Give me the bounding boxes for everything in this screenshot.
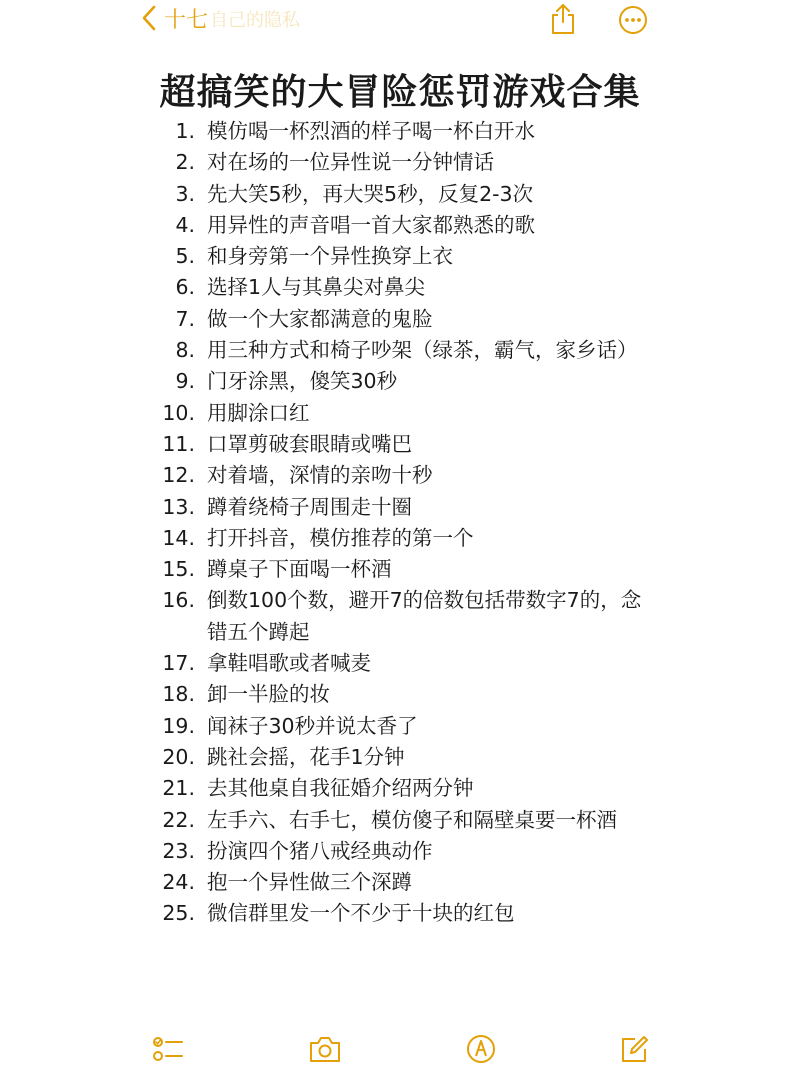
camera-icon[interactable]: [308, 1034, 342, 1064]
item-text: 微信群里发一个不少于十块的红包: [207, 901, 515, 926]
bottom-toolbar: [0, 1030, 800, 1067]
list-item: [0, 679, 800, 710]
item-number: 10.: [162, 400, 195, 425]
item-number: 4.: [175, 212, 195, 237]
list-item: [0, 742, 800, 773]
list-item: [0, 585, 800, 648]
item-number: 5.: [175, 244, 195, 269]
item-text: 选择1人与其鼻尖对鼻尖: [207, 275, 426, 300]
item-text: 打开抖音，模仿推荐的第一个: [207, 525, 474, 550]
list-item: [0, 398, 800, 429]
item-number: 18.: [162, 682, 195, 707]
item-text: 卸一半脸的妆: [207, 682, 330, 707]
item-number: 8.: [175, 338, 195, 363]
list-item: [0, 241, 800, 272]
item-number: 13.: [162, 494, 195, 519]
item-text: 先大笑5秒，再大哭5秒，反复2-3次: [207, 181, 534, 206]
faded-header-text: 自己的隐私: [210, 10, 300, 31]
punishment-list: [0, 116, 800, 930]
list-item: [0, 179, 800, 210]
item-text: 拿鞋唱歌或者喊麦: [207, 651, 371, 676]
item-text: 用脚涂口红: [207, 400, 310, 425]
item-text: 闻袜子30秒并说太香了: [207, 713, 418, 738]
item-text: 对在场的一位异性说一分钟情话: [207, 150, 494, 175]
compose-icon[interactable]: [618, 1034, 652, 1064]
item-text: 去其他桌自我征婚介绍两分钟: [207, 776, 474, 801]
item-text: 门牙涂黑，傻笑30秒: [207, 369, 398, 394]
markup-pen-icon[interactable]: [464, 1034, 498, 1064]
list-item: [0, 210, 800, 241]
item-text: 左手六、右手七，模仿傻子和隔壁桌要一杯酒: [207, 807, 617, 832]
item-number: 17.: [162, 651, 195, 676]
item-number: 14.: [162, 525, 195, 550]
list-item: [0, 335, 800, 366]
item-text: 扮演四个猪八戒经典动作: [207, 838, 433, 863]
item-number: 9.: [175, 369, 195, 394]
list-item: [0, 773, 800, 804]
item-text: 用三种方式和椅子吵架（绿茶，霸气，家乡话）: [207, 338, 638, 363]
list-item: [0, 492, 800, 523]
share-icon[interactable]: [549, 3, 577, 35]
list-item: [0, 554, 800, 585]
item-number: 19.: [162, 713, 195, 738]
item-number: 11.: [162, 431, 195, 456]
item-text: 跳社会摇，花手1分钟: [207, 744, 405, 769]
list-item: [0, 648, 800, 679]
item-text: 抱一个异性做三个深蹲: [207, 870, 412, 895]
list-item: [0, 272, 800, 303]
item-number: 25.: [162, 901, 195, 926]
list-item: [0, 460, 800, 491]
list-item: [0, 836, 800, 867]
list-item: [0, 523, 800, 554]
chevron-left-icon: [140, 5, 158, 31]
list-item: [0, 304, 800, 335]
item-text: 倒数100个数，避开7的倍数包括带数字7的，念错五个蹲起: [207, 588, 642, 644]
list-item: [0, 711, 800, 742]
item-number: 12.: [162, 463, 195, 488]
item-number: 6.: [175, 275, 195, 300]
item-number: 7.: [175, 306, 195, 331]
item-text: 做一个大家都满意的鬼脸: [207, 306, 433, 331]
item-number: 15.: [162, 557, 195, 582]
list-item: [0, 898, 800, 929]
item-text: 蹲着绕椅子周围走十圈: [207, 494, 412, 519]
list-item: [0, 366, 800, 397]
item-text: 蹲桌子下面喝一杯酒: [207, 557, 392, 582]
checklist-icon[interactable]: [152, 1034, 186, 1064]
note-title: 超搞笑的大冒险惩罚游戏合集: [159, 72, 641, 113]
more-options-icon[interactable]: [618, 5, 648, 35]
list-item: [0, 147, 800, 178]
list-item: [0, 867, 800, 898]
list-item: [0, 805, 800, 836]
item-number: 21.: [162, 776, 195, 801]
item-text: 用异性的声音唱一首大家都熟悉的歌: [207, 212, 535, 237]
item-text: 模仿喝一杯烈酒的样子喝一杯白开水: [207, 119, 535, 143]
item-number: 16.: [162, 588, 195, 613]
item-number: 23.: [162, 838, 195, 863]
item-number: 1.: [175, 119, 195, 143]
item-text: 对着墙，深情的亲吻十秒: [207, 463, 433, 488]
list-item: [0, 116, 800, 147]
item-number: 20.: [162, 744, 195, 769]
navigation-bar: [0, 0, 800, 40]
item-number: 2.: [175, 150, 195, 175]
item-number: 24.: [162, 870, 195, 895]
item-number: 3.: [175, 181, 195, 206]
item-text: 口罩剪破套眼睛或嘴巴: [207, 431, 412, 456]
item-text: 和身旁第一个异性换穿上衣: [207, 244, 453, 269]
list-item: [0, 429, 800, 460]
back-button[interactable]: [140, 4, 208, 32]
item-number: 22.: [162, 807, 195, 832]
back-button-label: 十七: [164, 7, 209, 33]
